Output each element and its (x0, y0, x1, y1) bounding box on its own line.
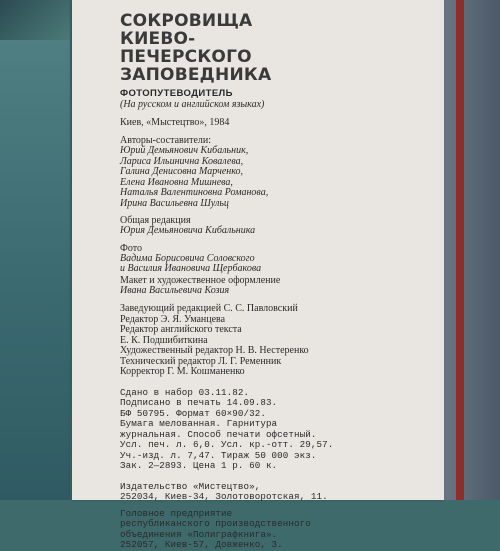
staff-line: Технический редактор Л. Г. Ременник (120, 355, 282, 367)
photo-block (120, 243, 420, 297)
colophon (120, 12, 420, 551)
printer-block (120, 509, 420, 551)
print-info-line: Бумага мелованная. Гарнитура (120, 418, 278, 429)
title-line: КИЕВО- (120, 29, 196, 49)
publisher-line: 252034, Киев-34, Золотоворотская, 11. (120, 491, 328, 502)
staff-line: Е. К. Подшибиткина (120, 334, 208, 346)
background-left (0, 40, 70, 500)
photographer: Вадима Борисовича Соловского (120, 252, 255, 264)
printer-line: 252057, Киев-57, Довженко, 3. (120, 539, 283, 550)
general-editor: Юрия Демьяновича Кибальника (120, 225, 256, 236)
title-line: ПЕЧЕРСКОГО (120, 47, 252, 67)
staff-line: Заведующий редакцией С. С. Павловский (120, 303, 298, 314)
printer-line: объединения «Полиграфкнига». (120, 528, 278, 540)
author-name: Елена Ивановна Мишнева, (120, 176, 233, 188)
author-name: Наталья Валентиновна Романова, (120, 187, 269, 198)
book-page (72, 0, 444, 550)
imprint: Киев, «Мыстецтво», 1984 (120, 117, 230, 128)
author-name: Галина Денисовна Марченко, (120, 166, 244, 177)
staff-line: Редактор английского текста (120, 324, 242, 335)
print-info-line: Уч.-изд. л. 7,47. Тираж 50 000 экз. (120, 449, 317, 461)
print-info-line: Сдано в набор 03.11.82. (120, 386, 250, 398)
general-editing-block (120, 215, 420, 237)
photographer: и Василия Ивановича Щербакова (120, 263, 262, 274)
print-info-line: БФ 50795. Формат 60×90/32. (120, 407, 266, 419)
designer: Ивана Васильевича Козия (120, 284, 230, 296)
background-top-left (0, 0, 70, 40)
design-label: Макет и художественное оформление (120, 274, 281, 286)
staff-line: Редактор Э. Я. Уманцева (120, 313, 226, 325)
printer-line: республиканского производственного (120, 518, 311, 529)
publisher-block (120, 482, 420, 503)
author-name: Юрий Демьянович Кибальник, (120, 145, 249, 156)
staff-block (120, 304, 420, 378)
background-right (442, 0, 500, 500)
print-info-block (120, 388, 420, 472)
print-info-line: Подписано в печать 14.09.83. (120, 397, 278, 408)
title-line: ЗАПОВЕДНИКА (120, 65, 272, 85)
print-info-line: Зак. 2—2893. Цена 1 р. 60 к. (120, 460, 278, 471)
language-note: (На русском и английском языках) (120, 99, 265, 110)
author-name: Лариса Ильинична Ковалева, (120, 155, 244, 167)
authors-block (120, 135, 420, 209)
authors-label: Авторы-составители: (120, 135, 212, 146)
print-info-line: журнальная. Способ печати офсетный. (120, 428, 317, 440)
subtitle: ФОТОПУТЕВОДИТЕЛЬ (120, 88, 233, 99)
author-name: Ирина Васильевна Шульц (120, 197, 229, 209)
staff-line: Художественный редактор Н. В. Нестеренко (120, 345, 309, 356)
background-red-stripe (456, 0, 464, 500)
printer-line: Головное предприятие (120, 507, 233, 519)
book-title (120, 12, 420, 84)
title-line: СОКРОВИЩА (120, 11, 253, 31)
staff-line: Корректор Г. М. Кошманенко (120, 366, 245, 377)
photo-label: Фото (120, 242, 143, 254)
general-editing-label: Общая редакция (120, 215, 191, 226)
publisher-line: Издательство «Мистецтво», (120, 480, 261, 492)
print-info-line: Усл. печ. л. 6,0. Усл. кр.-отт. 29,57. (120, 439, 334, 450)
